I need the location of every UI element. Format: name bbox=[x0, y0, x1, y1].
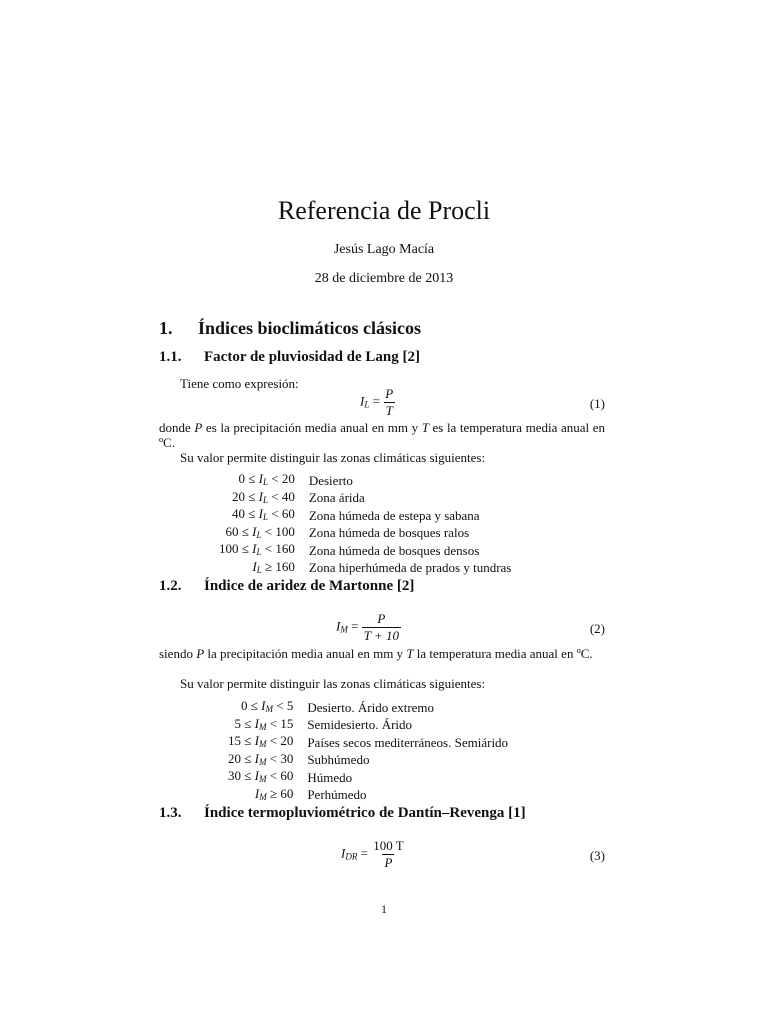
subsection-title: Factor de pluviosidad de Lang [2] bbox=[204, 349, 420, 365]
section-heading bbox=[159, 318, 609, 339]
zone-label: Zona árida bbox=[308, 490, 365, 505]
section-number: 1. bbox=[159, 318, 173, 338]
paragraph: donde P es la precipitación media anual en mm y T es la temperatura media anual en ºC. bbox=[159, 420, 605, 450]
subsection-number: 1.3. bbox=[159, 805, 182, 821]
zone-range: $5 \le I_M < 15$ bbox=[234, 715, 294, 732]
subsection-heading bbox=[159, 349, 609, 366]
zone-label: Zona hiperhúmeda de prados y tundras bbox=[308, 560, 512, 575]
subsection-number: 1.2. bbox=[159, 578, 182, 594]
zone-row bbox=[228, 787, 508, 805]
subsection-heading bbox=[159, 805, 619, 822]
equation-number: (2) bbox=[589, 621, 605, 636]
zone-row bbox=[219, 560, 511, 578]
zone-row bbox=[219, 490, 511, 508]
zone-range: $0 \le I_L < 20$ bbox=[238, 471, 295, 487]
zone-row bbox=[228, 752, 508, 770]
equation-number: (1) bbox=[589, 396, 605, 411]
zone-label: Zona húmeda de bosques densos bbox=[308, 542, 480, 558]
zone-label: Subhúmedo bbox=[307, 752, 370, 767]
document-date: 28 de diciembre de 2013 bbox=[314, 271, 454, 286]
zone-row bbox=[228, 734, 508, 752]
equation-number: (3) bbox=[589, 848, 605, 863]
zone-range: $60 \le I_L < 100$ bbox=[225, 523, 295, 540]
subsection-title: Índice de aridez de Martonne [2] bbox=[204, 578, 415, 594]
zone-row bbox=[219, 472, 511, 490]
document-author: Jesús Lago Macía bbox=[333, 242, 435, 257]
equation-lang: $I_L$ = $\frac{P}{T}$ bbox=[360, 386, 394, 418]
document-title: Referencia de Procli bbox=[277, 196, 491, 225]
zone-label: Desierto. Árido extremo bbox=[307, 699, 435, 715]
zone-row bbox=[219, 507, 511, 525]
zone-label: Países secos mediterráneos. Semiárido bbox=[307, 734, 509, 750]
zone-label: Húmedo bbox=[307, 769, 353, 785]
zone-range: $I_L \ge 160$ bbox=[252, 558, 295, 575]
subsection-number: 1.1. bbox=[159, 349, 182, 365]
zone-range: $20 \le I_L < 40$ bbox=[232, 488, 295, 505]
zone-range: $0 \le I_M < 5$ bbox=[241, 698, 294, 714]
zones-table-martonne bbox=[228, 699, 508, 804]
equation-dantin-revenga: $I_{DR}$ = $\frac{100 T}{P}$ bbox=[341, 838, 404, 870]
zone-range: $20 \le I_M < 30$ bbox=[228, 750, 294, 767]
paragraph: Tiene como expresión: bbox=[180, 376, 299, 391]
zone-label: Zona húmeda de estepa y sabana bbox=[308, 507, 480, 523]
paragraph: siendo P la precipitación media anual en mm y T la temperatura media anual en ºC. bbox=[159, 646, 593, 661]
zones-table-lang bbox=[219, 472, 511, 577]
zone-range: $I_M \ge 60$ bbox=[254, 785, 294, 802]
zone-row bbox=[228, 717, 508, 735]
zone-row bbox=[228, 699, 508, 717]
zone-range: $30 \le I_M < 60$ bbox=[228, 768, 294, 784]
zone-range: $40 \le I_L < 60$ bbox=[232, 506, 295, 522]
paragraph: Su valor permite distinguir las zonas climáticas siguientes: bbox=[180, 676, 486, 691]
paragraph: Su valor permite distinguir las zonas climáticas siguientes: bbox=[180, 450, 486, 465]
subsection-title: Índice termopluviométrico de Dantín–Revenga [1] bbox=[204, 805, 526, 821]
zone-row bbox=[219, 542, 511, 560]
section-title: Índices bioclimáticos clásicos bbox=[198, 318, 421, 338]
zone-label: Perhúmedo bbox=[307, 787, 367, 802]
zone-row bbox=[228, 769, 508, 787]
zone-label: Desierto bbox=[308, 472, 353, 488]
page-number: 1 bbox=[381, 902, 387, 916]
zone-range: $100 \le I_L < 160$ bbox=[219, 541, 295, 557]
equation-martonne: $I_M$ = $\frac{P}{T + 10}$ bbox=[336, 611, 399, 643]
subsection-heading bbox=[159, 578, 609, 595]
zone-row bbox=[219, 525, 511, 543]
zone-range: $15 \le I_M < 20$ bbox=[228, 733, 294, 749]
zone-label: Zona húmeda de bosques ralos bbox=[308, 525, 470, 540]
zone-label: Semidesierto. Árido bbox=[307, 717, 413, 732]
